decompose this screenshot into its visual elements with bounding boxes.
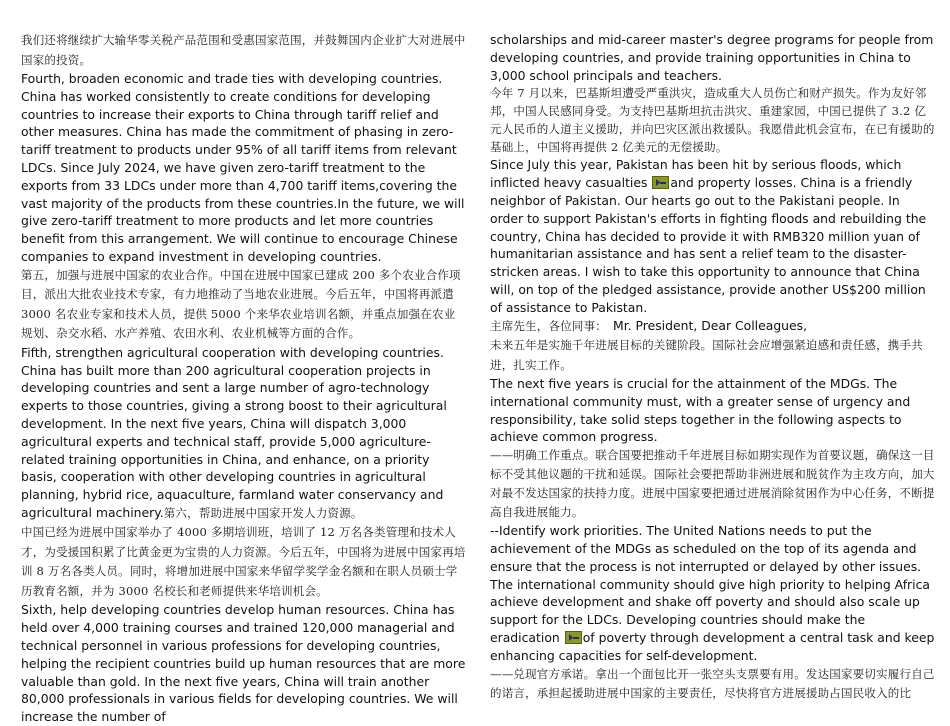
paragraph-en [490,522,935,664]
paragraph-zh: 第五，加强与进展中国家的农业合作。中国在进展中国家已建成 200 多个农业合作项目，派出大批农业技术专家，有力地推动了当地农业进展。今后五年，中国将再派遣 3000 名农业专家和技术人员，提供 5000 个来华农业培训名额，并重点加强在农业规划、杂交水稻、水产养殖、农田水利、农业机械等方面的合作。 [21,267,461,341]
paragraph-en-text: Since July this year, Pakistan has been hit by serious floods, which inflicted heavy casualties [490,157,902,191]
paragraph-zh: ——明确工作重点。联合国要把推动千年进展目标如期实现作为首要议题，确保这一目标不受其他议题的干扰和延误。国际社会要把帮助非洲进展和脱贫作为主攻方向，加大对最不发达国家的扶持力度。进展中国家要把通过进展消除贫困作为中心任务，不断提高自我进展能力。 [490,448,935,520]
paragraph-en-text: Fifth, strengthen agricultural cooperation with developing countries. China has built more than 200 agricultural cooperation projects in developing countries and sent a large number of agro-technology experts to those countries, giving a strong boost to their agricultural development. In the next five years, China will dispatch 3,000 agricultural experts and technical staff, provide 5,000 agriculture-related training opportunities in China, and enhance, on a priority basis, cooperation with other developing countries in agricultural planning, hybrid rice, aquaculture, farmland water conservancy and agricultural machinery. [21,344,447,520]
greeting-line [490,317,935,337]
paragraph-en: The next five years is crucial for the attainment of the MDGs. The international community must, with a greater sense of urgency and responsibility, take solid steps together in the following aspects to achieve common progress. [490,376,911,445]
greeting-zh: 主席先生，各位同事： [490,318,607,333]
paragraph-en: Sixth, help developing countries develop human resources. China has held over 4,000 training courses and trained 120,000 managerial and technical personnel in various professions for developing countries, helping the recipient countries build up human resources that are more valuable than gold. In the next five years, China will train another 80,000 professionals in various fields for developing countries. We will increase the number of [21,602,466,725]
paragraph-zh: 今年 7 月以来，巴基斯坦遭受严重洪灾，造成重大人员伤亡和财产损失。作为友好邻邦，中国人民感同身受。为支持巴基斯坦抗击洪灾、重建家园，中国已提供了 3.2 亿元人民币的人道主义援助，并向巴灾区派出救援队。我愿借此机会宣布，在已有援助的基础上，中国将再提供 2 亿美元的无偿援助。 [490,86,935,155]
right-column [490,31,935,703]
paragraph-zh-tail: 第六，帮助进展中国家开发人力资源。 [163,505,363,520]
paragraph-en: scholarships and mid-career master's degree programs for people from developing countries, and provide training opportunities in China to 3,000 school principals and teachers. [490,32,934,83]
paragraph-zh: ——兑现官方承诺。拿出一个面包比开一张空头支票要有用。发达国家要切实履行自己的诺言，承担起援助进展中国家的主要责任，尽快将官方进展援助占国民收入的比 [490,666,935,700]
left-column [21,31,466,726]
link-note-icon[interactable] [652,176,669,189]
paragraph-en-text: of poverty through development a central task and keep enhancing capacities for self-development. [490,630,935,663]
paragraph-zh: 中国已经为进展中国家举办了 4000 多期培训班，培训了 12 万名各类管理和技术人才，为受援国积累了比黄金更为宝贵的人力资源。今后五年，中国将为进展中国家再培训 8 万名各类人员。同时，将增加进展中国家来华留学奖学金名额和在职人员硕士学历教育名额，并为 3000 名校长和老师提供来华培训机会。 [21,525,466,598]
paragraph-en: Fourth, broaden economic and trade ties with developing countries. China has worked consistently to create conditions for developing countries to increase their exports to China through tariff relief and other measures. China has made the commitment of phasing in zero-tariff treatment to products under 95% of all tariff items from relevant LDCs. Since July 2024, we have given zero-tariff treatment to the exports from 33 LDCs under more than 4,700 tariff items,covering the vast majority of the products from these countries.In the future, we will give zero-tariff treatment to more products and let more countries benefit from this arrangement. We will continue to encourage Chinese companies to expand investment in developing countries. [21,71,465,264]
paragraph-en-text: and property losses. China is a friendly neighbor of Pakistan. Our hearts go out to the Pakistani people. In order to support Pakistan's efforts in fighting floods and rebuilding the country, China has decided to provide it with RMB320 million yuan of humanitarian assistance and has sent a relief team to the disaster-stricken areas. I wish to take this opportunity to announce that China will, on top of the pledged assistance, provide another US$200 million of assistance to Pakistan. [490,175,927,315]
greeting-en: Mr. President, Dear Colleagues, [613,317,808,333]
paragraph-zh: 我们还将继续扩大输华零关税产品范围和受惠国家范围，并鼓舞国内企业扩大对进展中国家的投资。 [21,33,466,67]
link-note-icon[interactable] [565,631,582,644]
paragraph-en [490,156,935,316]
paragraph-en [21,344,466,524]
paragraph-zh: 未来五年是实施千年进展目标的关键阶段。国际社会应增强紧迫感和责任感，携手共进，扎实工作。 [490,338,923,372]
paragraph-en-text: --Identify work priorities. The United Nations needs to put the achievement of the MDGs as scheduled on the top of its agenda and ensure that the process is not interrupted or delayed by other issues. The international community should give high priority to helping Africa achieve development and shake off poverty and should also scale up support for the LDCs. Developing countries should make the eradication [490,523,930,646]
